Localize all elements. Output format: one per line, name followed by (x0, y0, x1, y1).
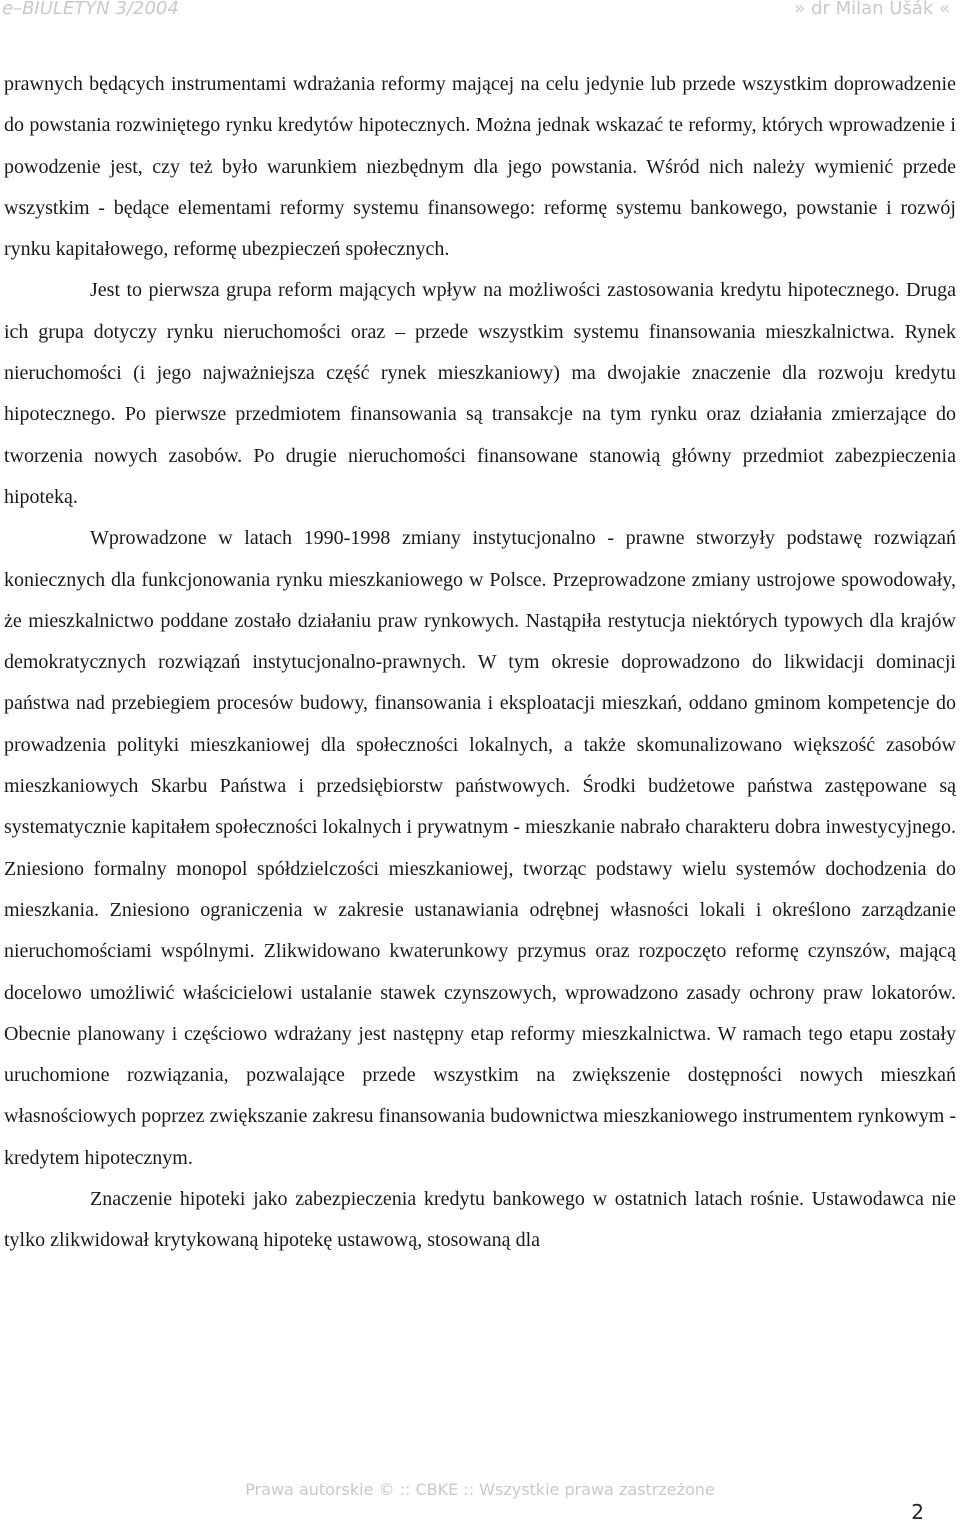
paragraph-2: Jest to pierwsza grupa reform mających wpływ na możliwości zastosowania kredytu hipotecznego. Druga ich grupa dotyczy rynku nieruchomości oraz – przede wszystkim systemu finansowania mieszkalnictwa. Rynek nieruchomości (i jego najważniejsza część rynek mieszkaniowy) ma dwojakie znaczenie dla rozwoju kredytu hipotecznego. Po pierwsze przedmiotem finansowania są transakcje na tym rynku oraz działania zmierzające do tworzenia nowych zasobów. Po drugie nieruchomości finansowane stanowią główny przedmiot zabezpieczenia hipoteką. (4, 279, 956, 508)
header-bulletin-title: e–BIULETYN 3/2004 (2, 0, 179, 19)
copyright-footer: Prawa autorskie © :: CBKE :: Wszystkie prawa zastrzeżone (245, 1480, 715, 1499)
paragraph-1: prawnych będących instrumentami wdrażania reformy mającej na celu jedynie lub przede wszystkim doprowadzenie do powstania rozwiniętego rynku kredytów hipotecznych. Można jednak wskazać te reformy, których wprowadzenie i powodzenie jest, czy też było warunkiem niezbędnym dla jego powstania. Wśród nich należy wymienić przede wszystkim - będące elementami reformy systemu finansowego: reformę systemu bankowego, powstanie i rozwój rynku kapitałowego, reformę ubezpieczeń społecznych. (4, 73, 956, 261)
document-body (4, 64, 956, 1262)
paragraph-4: Znaczenie hipoteki jako zabezpieczenia kredytu bankowego w ostatnich latach rośnie. Ustawodawca nie tylko zlikwidował krytykowaną hipotekę ustawową, stosowaną dla (4, 1188, 956, 1252)
page-header (0, 0, 960, 22)
paragraph-3: Wprowadzone w latach 1990-1998 zmiany instytucjonalno - prawne stworzyły podstawę rozwiązań koniecznych dla funkcjonowania rynku mieszkaniowego w Polsce. Przeprowadzone zmiany ustrojowe spowodowały, że mieszkalnictwo poddane zostało działaniu praw rynkowych. Nastąpiła restytucja niektórych typowych dla krajów demokratycznych rozwiązań instytucjonalno-prawnych. W tym okresie doprowadzono do likwidacji dominacji państwa nad przebiegiem procesów budowy, finansowania i eksploatacji mieszkań, oddano gminom kompetencje do prowadzenia polityki mieszkaniowej dla społeczności lokalnych, a także skomunalizowano większość zasobów mieszkaniowych Skarbu Państwa i przedsiębiorstw państwowych. Środki budżetowe państwa zastępowane są systematycznie kapitałem społeczności lokalnych i prywatnym - mieszkanie nabrało charakteru dobra inwestycyjnego. Zniesiono formalny monopol spółdzielczości mieszkaniowej, tworząc podstawy wielu systemów dochodzenia do mieszkania. Zniesiono ograniczenia w zakresie ustanawiania odrębnej własności lokali i określono zarządzanie nieruchomościami wspólnymi. Zlikwidowano kwaterunkowy przymus oraz rozpoczęto reformę czynszów, mającą docelowo umożliwić właścicielowi ustalanie stawek czynszowych, wprowadzono zasady ochrony praw lokatorów. Obecnie planowany i częściowo wdrażany jest następny etap reformy mieszkalnictwa. W ramach tego etapu zostały uruchomione rozwiązania, pozwalające przede wszystkim na zwiększenie dostępności nowych mieszkań własnościowych poprzez zwiększanie zakresu finansowania budownictwa mieszkaniowego instrumentem rynkowym - kredytem hipotecznym. (4, 527, 956, 1169)
page-number: 2 (911, 1500, 924, 1524)
header-author: » dr Milan Ušák « (794, 0, 950, 19)
